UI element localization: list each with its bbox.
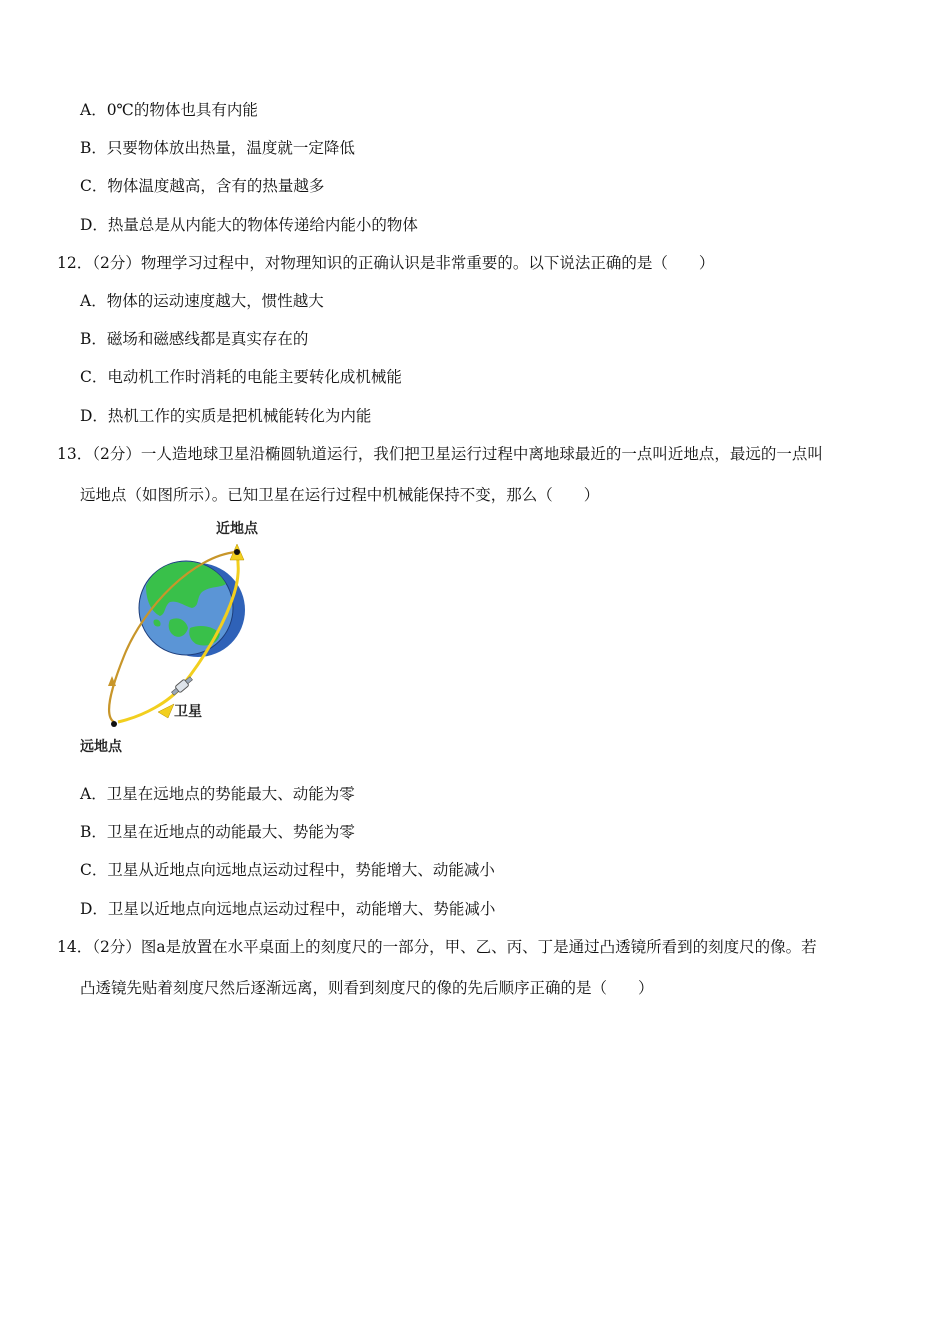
earth-orbit-diagram bbox=[74, 516, 274, 758]
q13-option-a: A．卫星在远地点的势能最大、动能为零 bbox=[80, 785, 355, 803]
satellite-icon bbox=[170, 675, 194, 697]
q11-option-a: A．0℃的物体也具有内能 bbox=[80, 101, 258, 119]
far-point-label: 远地点 bbox=[80, 739, 122, 755]
q13-stem-line2: 远地点（如图所示）。已知卫星在运行过程中机械能保持不变，那么（ ） bbox=[80, 486, 600, 504]
q13-option-d: D．卫星以近地点向远地点运动过程中，动能增大、势能减小 bbox=[80, 900, 496, 918]
q13-option-b: B．卫星在近地点的动能最大、势能为零 bbox=[80, 823, 355, 841]
q14-stem-line1: 14．（2分）图a是放置在水平桌面上的刻度尺的一部分，甲、乙、丙、丁是通过凸透镜所看到的刻度尺的像。若 bbox=[57, 938, 817, 956]
q12-option-a: A．物体的运动速度越大，惯性越大 bbox=[80, 292, 324, 310]
q12-option-c: C．电动机工作时消耗的电能主要转化成机械能 bbox=[80, 368, 402, 386]
q11-option-c: C．物体温度越高，含有的热量越多 bbox=[80, 177, 325, 195]
q14-stem-line2: 凸透镜先贴着刻度尺然后逐渐远离，则看到刻度尺的像的先后顺序正确的是（ ） bbox=[80, 979, 654, 997]
q11-option-d: D．热量总是从内能大的物体传递给内能小的物体 bbox=[80, 216, 418, 234]
q11-option-b: B．只要物体放出热量，温度就一定降低 bbox=[80, 139, 355, 157]
q13-stem-line1: 13．（2分）一人造地球卫星沿椭圆轨道运行，我们把卫星运行过程中离地球最近的一点叫近地点，最远的一点叫 bbox=[57, 445, 823, 463]
satellite-label: 卫星 bbox=[174, 704, 202, 720]
far-point-dot bbox=[111, 721, 117, 727]
q12-stem: 12．（2分）物理学习过程中，对物理知识的正确认识是非常重要的。以下说法正确的是（ ） bbox=[57, 254, 715, 272]
q13-option-c: C．卫星从近地点向远地点运动过程中，势能增大、动能减小 bbox=[80, 861, 495, 879]
q12-option-b: B．磁场和磁感线都是真实存在的 bbox=[80, 330, 309, 348]
orbit-figure bbox=[74, 516, 274, 758]
q12-option-d: D．热机工作的实质是把机械能转化为内能 bbox=[80, 407, 372, 425]
near-point-label: 近地点 bbox=[216, 521, 258, 537]
near-point-dot bbox=[234, 549, 240, 555]
